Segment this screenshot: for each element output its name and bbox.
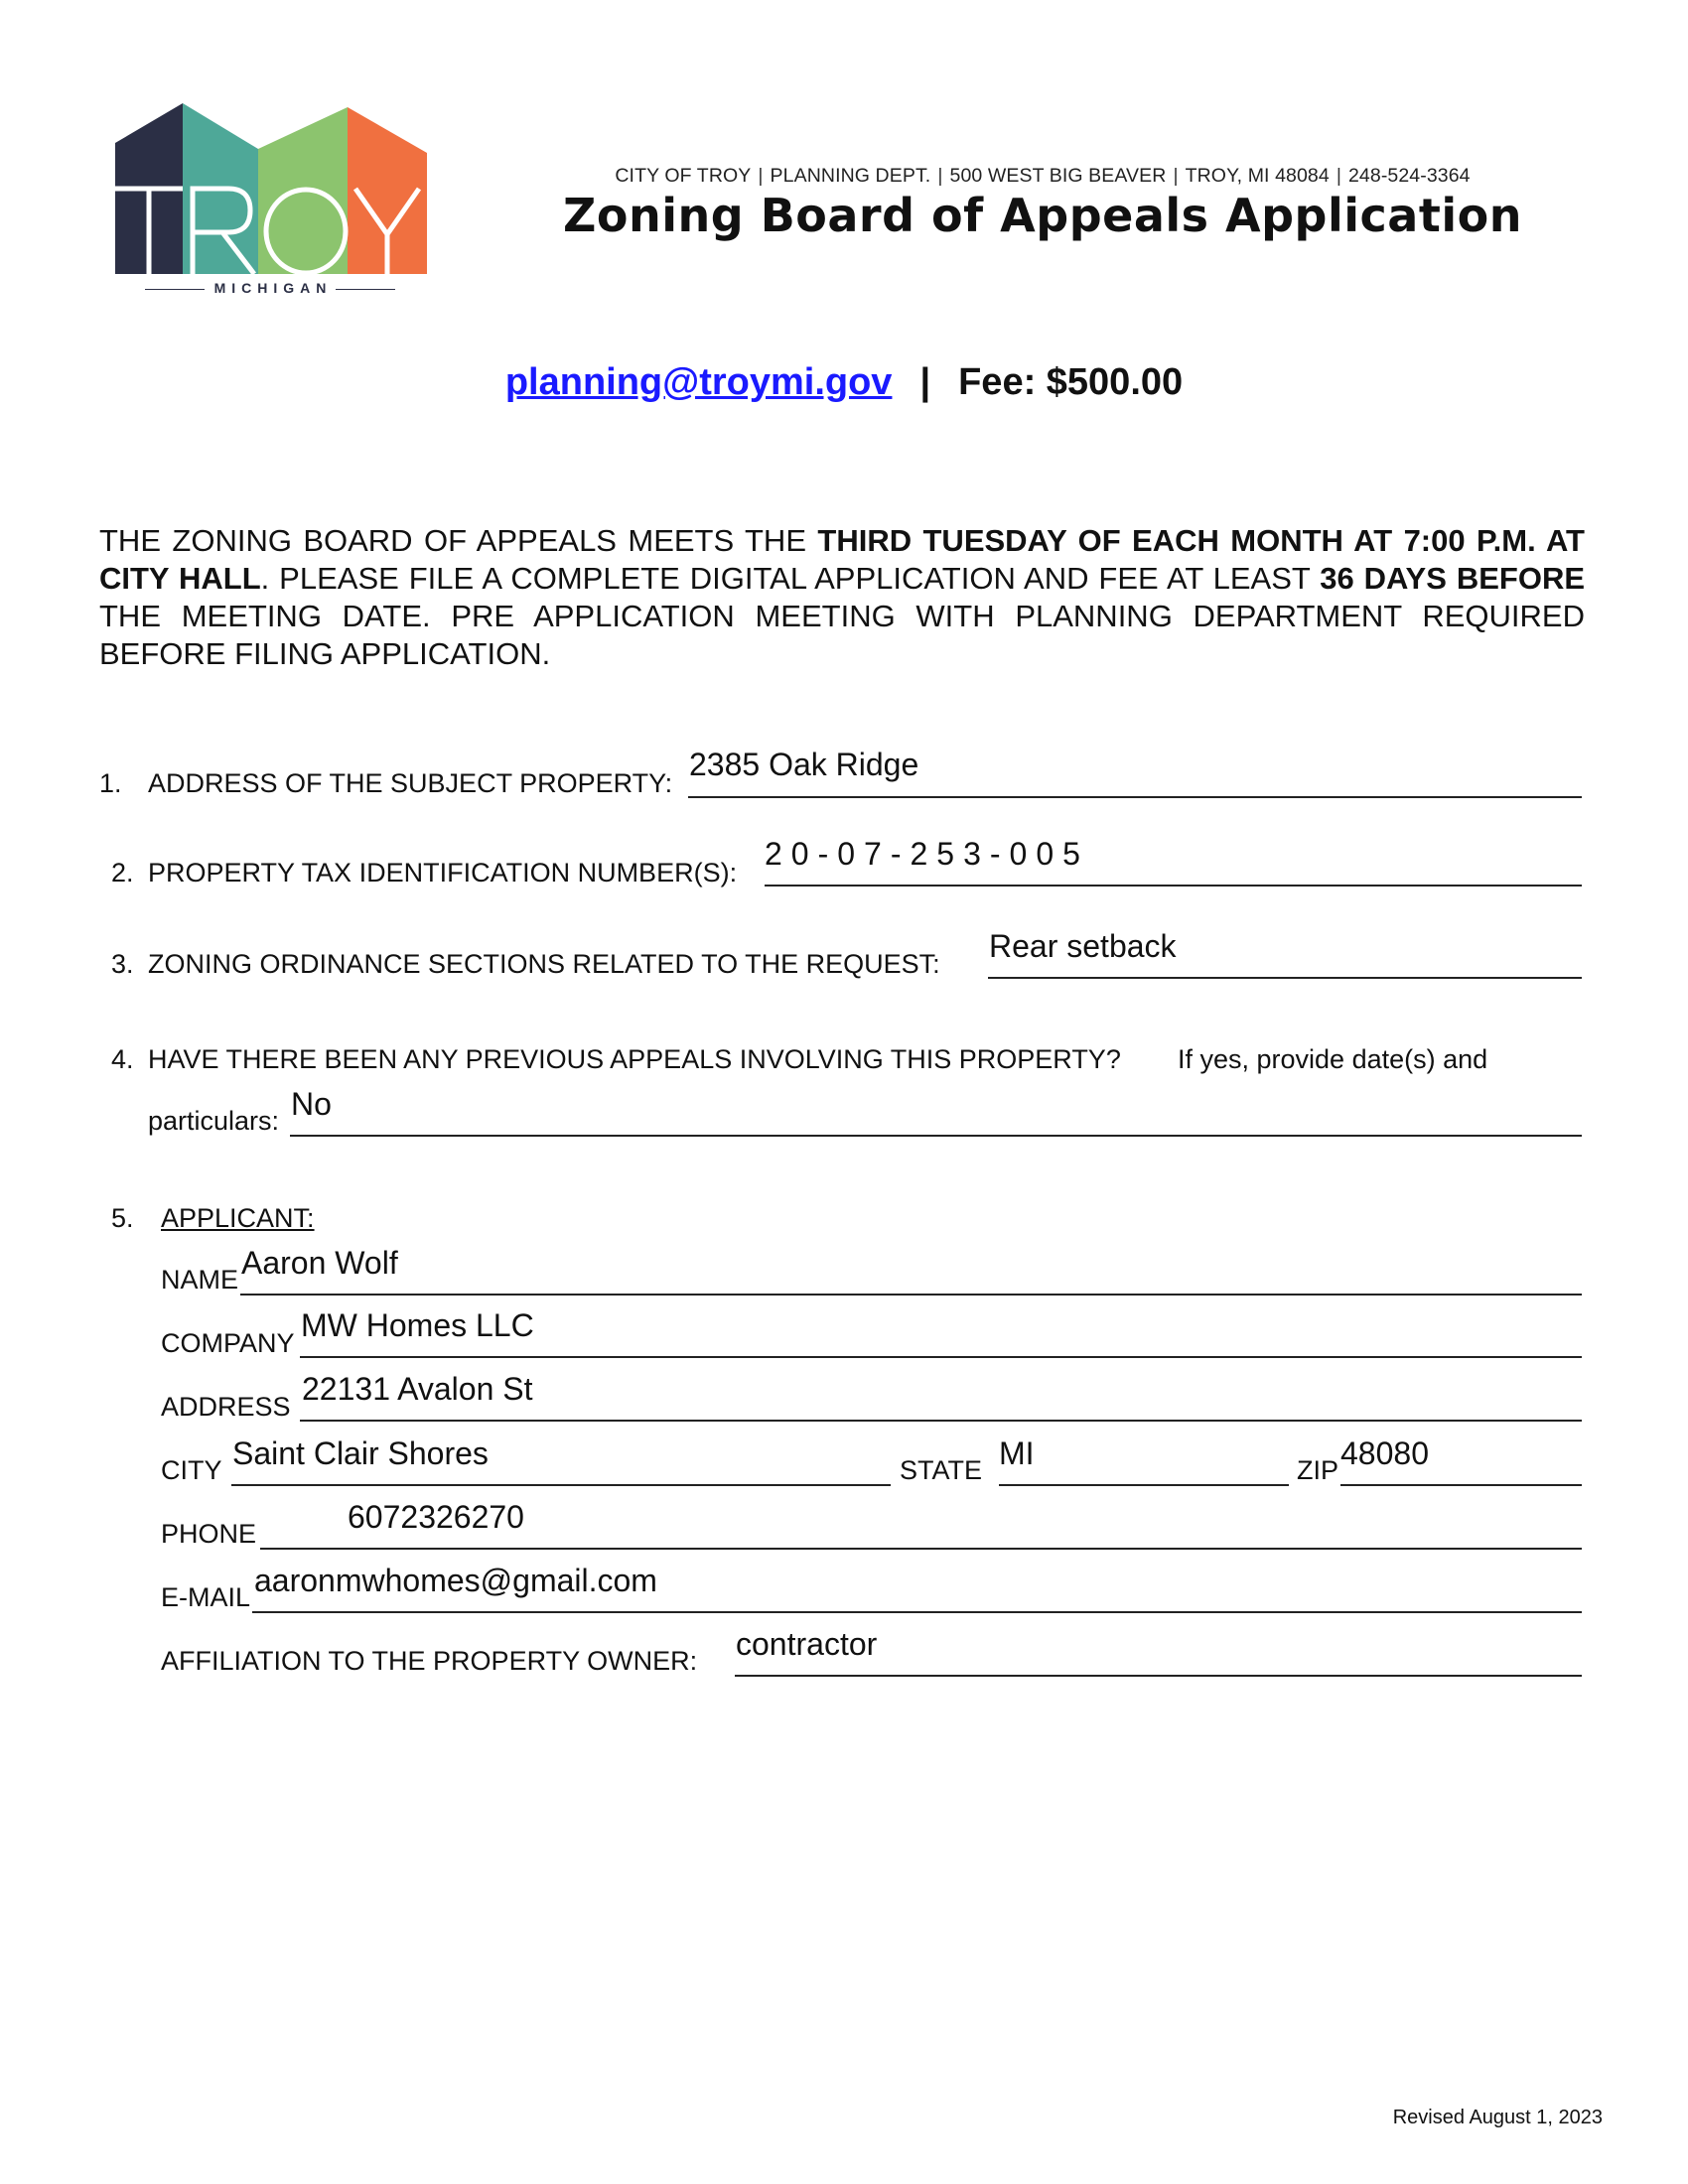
contact-fee-line: planning@troymi.gov | Fee: $500.00 [504, 361, 1184, 403]
phone-label: PHONE [161, 1519, 257, 1549]
planning-email-link[interactable]: planning@troymi.gov [504, 361, 893, 403]
q1-number: 1. [99, 768, 122, 798]
q2-line [765, 885, 1582, 887]
q2-number: 2. [111, 858, 134, 887]
applicant-affiliation-input[interactable]: contractor [736, 1626, 878, 1662]
applicant-address-input[interactable]: 22131 Avalon St [302, 1371, 533, 1407]
affiliation-label: AFFILIATION TO THE PROPERTY OWNER: [161, 1646, 698, 1676]
email-line [252, 1611, 1582, 1613]
q4-hint: If yes, provide date(s) and [1178, 1044, 1488, 1074]
header-city: CITY OF TROY [615, 165, 752, 187]
q4-particulars-label: particulars: [148, 1106, 280, 1136]
company-line [300, 1356, 1582, 1358]
zip-line [1340, 1484, 1582, 1486]
state-line [999, 1484, 1289, 1486]
header-phone: 248-524-3364 [1347, 165, 1471, 187]
q2-label: PROPERTY TAX IDENTIFICATION NUMBER(S): [148, 858, 738, 887]
applicant-city-input[interactable]: Saint Clair Shores [232, 1435, 489, 1471]
previous-appeals-input[interactable]: No [291, 1086, 332, 1122]
header-citystate: TROY, MI 48084 [1185, 165, 1330, 187]
page-title: Zoning Board of Appeals Application [563, 189, 1522, 242]
meeting-notice: THE ZONING BOARD OF APPEALS MEETS THE THIRD TUESDAY OF EACH MONTH AT 7:00 P.M. AT CITY HALL. PLEASE FILE A COMPLETE DIGITAL APPLICATION AND FEE AT LEAST 36 DAYS BEFORE THE MEETING DATE. PRE APPLICATION MEETING WITH PLANNING DEPARTMENT REQUIRED BEFORE FILING APPLICATION. [99, 523, 1586, 671]
name-label: NAME [161, 1265, 239, 1295]
q4-line [290, 1135, 1582, 1137]
applicant-zip-input[interactable]: 48080 [1340, 1435, 1429, 1471]
header-dept: PLANNING DEPT. [770, 165, 931, 187]
applicant-state-input[interactable]: MI [999, 1435, 1035, 1471]
q3-label: ZONING ORDINANCE SECTIONS RELATED TO THE REQUEST: [148, 949, 940, 979]
q4-number: 4. [111, 1044, 134, 1074]
zip-label: ZIP [1297, 1455, 1339, 1485]
ordinance-sections-input[interactable]: Rear setback [989, 928, 1177, 964]
email-label: E-MAIL [161, 1582, 251, 1612]
troy-logo [111, 103, 429, 302]
q3-number: 3. [111, 949, 134, 979]
state-label: STATE [900, 1455, 983, 1485]
property-address-input[interactable]: 2385 Oak Ridge [689, 747, 919, 782]
name-line [240, 1294, 1582, 1296]
fee-text: Fee: $500.00 [958, 361, 1184, 403]
q1-line [688, 796, 1582, 798]
applicant-heading: APPLICANT: [161, 1203, 315, 1233]
company-label: COMPANY [161, 1328, 295, 1358]
phone-line [260, 1548, 1582, 1550]
affiliation-line [735, 1675, 1582, 1677]
tax-id-input[interactable]: 20-07-253-005 [765, 836, 1089, 872]
header-street: 500 WEST BIG BEAVER [949, 165, 1167, 187]
q5-number: 5. [111, 1203, 134, 1233]
applicant-email-input[interactable]: aaronmwhomes@gmail.com [254, 1563, 657, 1598]
address-line [300, 1420, 1582, 1422]
troy-logo-graphic [111, 103, 429, 302]
city-label: CITY [161, 1455, 222, 1485]
city-line [231, 1484, 891, 1486]
q4-label: HAVE THERE BEEN ANY PREVIOUS APPEALS INVOLVING THIS PROPERTY? [148, 1044, 1121, 1074]
applicant-phone-input[interactable]: 6072326270 [348, 1499, 524, 1535]
logo-subtitle: MICHIGAN [111, 280, 429, 296]
header-contact-info: CITY OF TROY | PLANNING DEPT. | 500 WEST BIG BEAVER | TROY, MI 48084 | 248-524-3364 [615, 165, 1471, 187]
q1-label: ADDRESS OF THE SUBJECT PROPERTY: [148, 768, 673, 798]
q3-line [988, 977, 1582, 979]
applicant-company-input[interactable]: MW Homes LLC [301, 1307, 534, 1343]
address-label: ADDRESS [161, 1392, 291, 1422]
revised-date: Revised August 1, 2023 [1392, 2107, 1603, 2128]
applicant-name-input[interactable]: Aaron Wolf [241, 1245, 398, 1281]
